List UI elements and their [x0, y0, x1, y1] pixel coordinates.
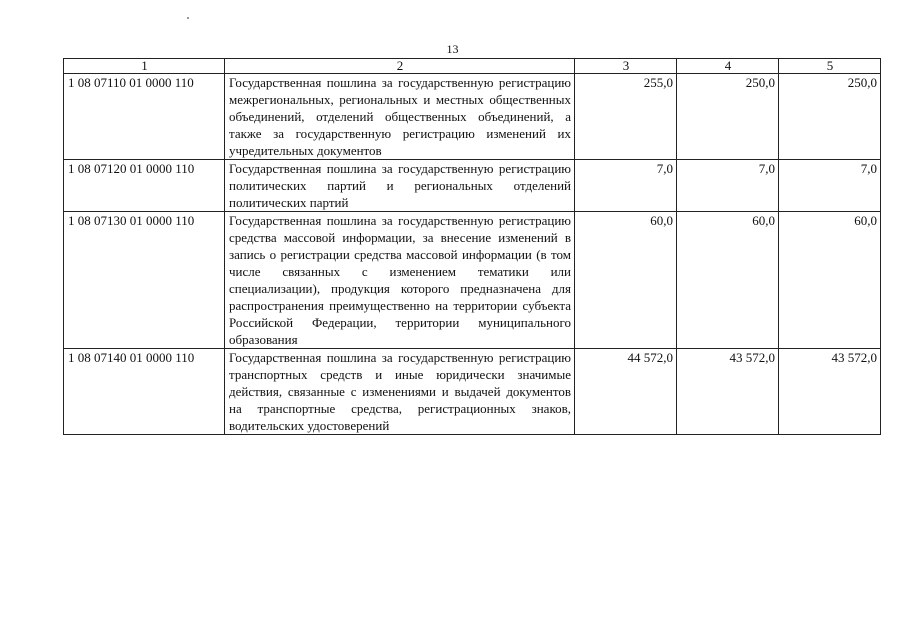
row-value-col5: 7,0 [779, 160, 881, 212]
row-value-col5: 60,0 [779, 212, 881, 349]
header-row [64, 59, 881, 74]
scan-speck [187, 17, 189, 19]
revenue-table [63, 58, 881, 435]
page-number: 13 [446, 42, 459, 56]
row-value-col3: 60,0 [575, 212, 677, 349]
row-description: Государственная пошлина за государственную регистрацию политических партий и региональных отделений политических партий [225, 160, 575, 212]
row-value-col4: 250,0 [677, 74, 779, 160]
row-value-col4: 7,0 [677, 160, 779, 212]
row-value-col4: 43 572,0 [677, 349, 779, 435]
row-code: 1 08 07110 01 0000 110 [64, 74, 225, 160]
table-row [64, 74, 881, 160]
row-value-col3: 255,0 [575, 74, 677, 160]
row-code: 1 08 07140 01 0000 110 [64, 349, 225, 435]
header-col-5: 5 [779, 59, 881, 74]
table-row [64, 349, 881, 435]
row-value-col3: 44 572,0 [575, 349, 677, 435]
header-col-2: 2 [225, 59, 575, 74]
header-col-1: 1 [64, 59, 225, 74]
table-row [64, 160, 881, 212]
row-description: Государственная пошлина за государственную регистрацию средства массовой информации, за внесение изменений в запись о регистрации средства массовой информации (в том числе связанных с изменением тематики или специализации), продукция которого предназначена для распространения преимущественно на территории субъекта Российской Федерации, территории муниципального образования [225, 212, 575, 349]
row-code: 1 08 07120 01 0000 110 [64, 160, 225, 212]
row-description: Государственная пошлина за государственную регистрацию межрегиональных, региональных и местных общественных объединений, отделений общественных объединений, а также за государственную регистрацию изменений их учредительных документов [225, 74, 575, 160]
header-col-4: 4 [677, 59, 779, 74]
row-code: 1 08 07130 01 0000 110 [64, 212, 225, 349]
row-value-col3: 7,0 [575, 160, 677, 212]
header-col-3: 3 [575, 59, 677, 74]
row-value-col5: 250,0 [779, 74, 881, 160]
table-row [64, 212, 881, 349]
row-value-col5: 43 572,0 [779, 349, 881, 435]
row-description: Государственная пошлина за государственную регистрацию транспортных средств и иные юридически значимые действия, связанные с изменениями и выдачей документов на транспортные средства, регистрационных знаков, водительских удостоверений [225, 349, 575, 435]
row-value-col4: 60,0 [677, 212, 779, 349]
